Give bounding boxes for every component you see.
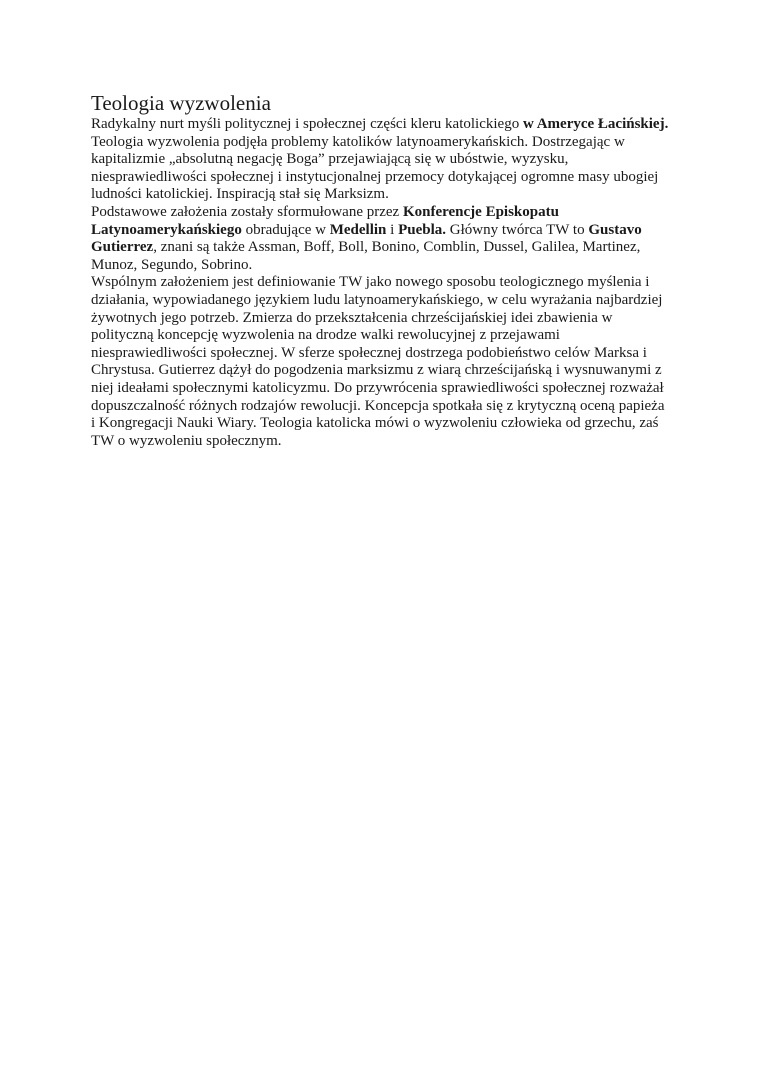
paragraph-text: Teologia wyzwolenia podjęła problemy katolików latynoamerykańskich. Dostrzegając w kapitalizmie „absolutną negację Boga” przejawiającą się w ubóstwie, wyzysku, niesprawiedliwości społecznej i instytucjonalnej przemocy dotykającej ogromne masy ubogiej ludności katolickiej. Inspiracją stał się Marksizm. bbox=[91, 133, 659, 203]
paragraph-assumptions bbox=[91, 274, 671, 450]
emphasis-text: Gustavo Gutierrez bbox=[91, 221, 642, 256]
paragraph-text: Wspólnym założeniem jest definiowanie TW jako nowego sposobu teologicznego myślenia i działania, wypowiadanego językiem ludu latynoamerykańskiego, w celu wyrażania najbardziej żywotnych jego potrzeb. Zmierza do przekształcenia chrześcijańskiej idei zbawienia w polityczną koncepcję wyzwolenia na drodze walki rewolucyjnej z przejawami niesprawiedliwości społecznej. W sferze społecznej dostrzega podobieństwo celów Marksa i Chrystusa. Gutierrez dążył do pogodzenia marksizmu z wiarą chrześcijańską i wysnuwanymi z niej ideałami społecznymi katolicyzmu. Do przywrócenia sprawiedliwości społecznej rozważał dopuszczalność różnych rodzajów rewolucji. Koncepcja spotkała się z krytyczną oceną papieża i Kongregacji Nauki Wiary. Teologia katolicka mówi o wyzwoleniu człowieka od grzechu, zaś TW o wyzwoleniu społecznym. bbox=[91, 274, 665, 449]
paragraph-text: , znani są także Assman, Boff, Boll, Bonino, Comblin, Dussel, Galilea, Martinez, Munoz, Segundo, Sobrino. bbox=[91, 239, 641, 273]
paragraph-text: i bbox=[386, 221, 399, 238]
paragraph-text: Podstawowe założenia zostały sformułowane przez bbox=[91, 203, 403, 220]
document-title: Teologia wyzwolenia bbox=[91, 91, 271, 115]
emphasis-text: Konferencje Episkopatu Latynoamerykańskiego bbox=[91, 203, 559, 238]
paragraph-foundations bbox=[91, 204, 671, 274]
emphasis-text: w Ameryce Łacińskiej. bbox=[522, 116, 669, 132]
paragraph-intro bbox=[91, 116, 671, 204]
paragraph-text: obradujące w bbox=[241, 221, 330, 238]
paragraph-text: Radykalny nurt myśli politycznej i społecznej części kleru katolickiego bbox=[91, 116, 523, 132]
emphasis-text: Puebla. bbox=[398, 221, 447, 238]
emphasis-text: Medellin bbox=[329, 221, 387, 238]
document-page bbox=[91, 90, 671, 450]
paragraph-text: Główny twórca TW to bbox=[446, 221, 589, 238]
